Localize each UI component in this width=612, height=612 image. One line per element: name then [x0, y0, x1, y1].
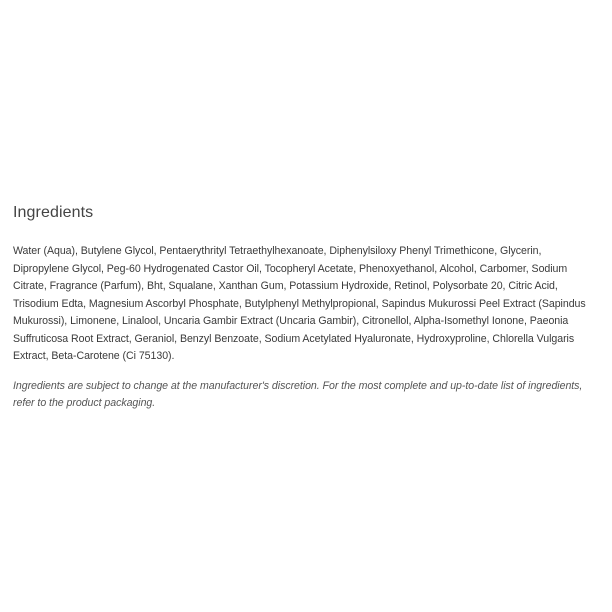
ingredients-disclaimer: Ingredients are subject to change at the manufacturer's discretion. For the most complete and up-to-date list of ingredients, refer to the product packaging. — [13, 379, 583, 409]
ingredients-section — [13, 203, 599, 413]
ingredient-list-text: Water (Aqua), Butylene Glycol, Pentaerythrityl Tetraethylhexanoate, Diphenylsiloxy Phenyl Trimethicone, Glycerin, Dipropylene Glycol, Peg-60 Hydrogenated Castor Oil, Tocopheryl Acetate, Phenoxyethanol, Alcohol, Carbomer, Sodium Citrate, Fragrance (Parfum), Bht, Squalane, Xanthan Gum, Potassium Hydroxide, Retinol, Polysorbate 20, Citric Acid, Trisodium Edta, Magnesium Ascorbyl Phosphate, Butylphenyl Methylpropional, Sapindus Mukurossi Peel Extract (Sapindus Mukurossi), Limonene, Linalool, Uncaria Gambir Extract (Uncaria Gambir), Citronellol, Alpha-Isomethyl Ionone, Paeonia Suffruticosa Root Extract, Geraniol, Benzyl Benzoate, Sodium Acetylated Hyaluronate, Hydroxyproline, Chlorella Vulgaris Extract, Beta-Carotene (Ci 75130). — [13, 245, 586, 362]
ingredients-heading: Ingredients — [13, 204, 94, 221]
